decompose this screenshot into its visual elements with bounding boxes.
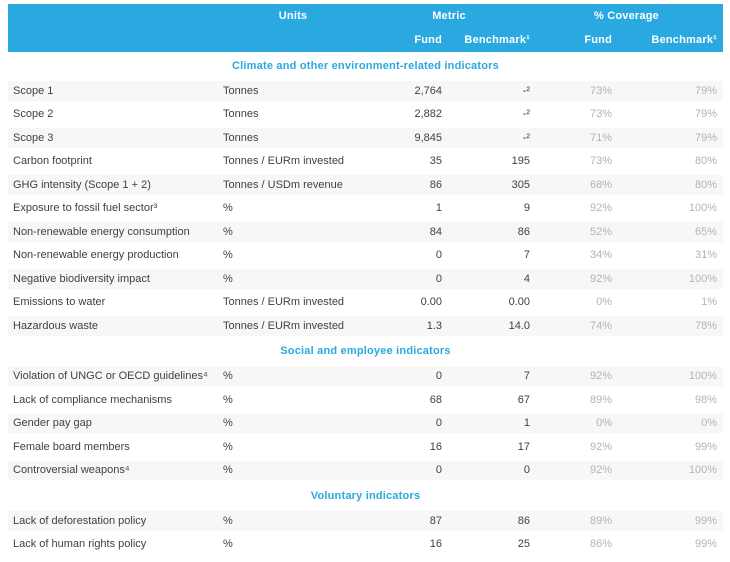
header-metric: Metric <box>432 10 466 22</box>
table-row <box>8 220 723 244</box>
header-group-row <box>8 4 723 28</box>
units-cell: % <box>223 272 233 285</box>
metric-benchmark-cell: 17 <box>517 440 530 453</box>
metric-fund-cell: 0 <box>435 272 442 285</box>
coverage-benchmark-cell: 65% <box>694 225 717 238</box>
units-cell: % <box>223 538 233 551</box>
units-cell: % <box>223 514 233 527</box>
indicator-cell: Scope 2 <box>13 108 54 121</box>
indicator-cell: Non-renewable energy production <box>13 249 179 262</box>
metric-fund-cell: 0.00 <box>420 296 442 309</box>
indicator-cell: Controversial weapons⁴ <box>13 464 130 477</box>
table-row <box>8 412 723 436</box>
table-row <box>8 459 723 483</box>
metric-fund-cell: 68 <box>429 393 442 406</box>
metric-benchmark-cell: -² <box>522 131 530 144</box>
section-rows <box>8 509 723 556</box>
indicator-cell: Violation of UNGC or OECD guidelines⁴ <box>13 370 208 383</box>
table-section <box>8 338 723 483</box>
coverage-benchmark-cell: 79% <box>694 108 717 121</box>
metric-benchmark-cell: 9 <box>523 202 530 215</box>
table-row <box>8 388 723 412</box>
coverage-fund-cell: 0% <box>596 296 612 309</box>
metric-fund-cell: 2,764 <box>414 84 442 97</box>
section-title: Social and employee indicators <box>280 345 451 357</box>
coverage-fund-cell: 89% <box>589 514 612 527</box>
metric-fund-cell: 0 <box>435 249 442 262</box>
metric-benchmark-cell: 1 <box>523 417 530 430</box>
indicator-cell: Exposure to fossil fuel sector³ <box>13 202 158 215</box>
metric-fund-cell: 2,882 <box>414 108 442 121</box>
units-cell: % <box>223 225 233 238</box>
section-title: Voluntary indicators <box>310 489 421 502</box>
units-cell: % <box>223 393 233 406</box>
coverage-fund-cell: 89% <box>589 393 612 406</box>
coverage-fund-cell: 92% <box>589 202 612 215</box>
coverage-benchmark-cell: 99% <box>694 514 717 527</box>
metric-fund-cell: 87 <box>429 514 442 527</box>
units-cell: % <box>223 370 233 383</box>
coverage-benchmark-cell: 100% <box>688 464 717 477</box>
coverage-fund-cell: 73% <box>589 155 612 168</box>
metric-benchmark-cell: 86 <box>517 225 530 238</box>
table-row <box>8 150 723 174</box>
coverage-benchmark-cell: 100% <box>688 202 717 215</box>
metric-fund-cell: 0 <box>435 370 442 383</box>
metric-benchmark-cell: 14.0 <box>508 319 530 332</box>
table-row <box>8 291 723 315</box>
coverage-fund-cell: 71% <box>589 131 612 144</box>
metric-benchmark-cell: 4 <box>523 272 530 285</box>
metric-fund-cell: 0 <box>435 464 442 477</box>
metric-benchmark-cell: 195 <box>511 155 530 168</box>
table-row <box>8 509 723 533</box>
coverage-fund-cell: 73% <box>589 108 612 121</box>
indicator-cell: Scope 3 <box>13 131 54 144</box>
metric-benchmark-cell: 25 <box>517 538 530 551</box>
table-row <box>8 267 723 291</box>
table-row <box>8 365 723 389</box>
header-coverage-benchmark: Benchmark¹ <box>651 34 717 46</box>
metric-fund-cell: 0 <box>435 417 442 430</box>
coverage-fund-cell: 92% <box>589 440 612 453</box>
coverage-fund-cell: 92% <box>589 370 612 383</box>
metric-fund-cell: 16 <box>429 440 442 453</box>
table-row <box>8 103 723 127</box>
section-title: Climate and other environment-related indicators <box>232 59 499 72</box>
coverage-benchmark-cell: 78% <box>694 319 717 332</box>
header-metric-fund: Fund <box>414 34 442 46</box>
metric-benchmark-cell: -² <box>522 108 530 121</box>
coverage-fund-cell: 92% <box>589 464 612 477</box>
coverage-fund-cell: 73% <box>589 84 612 97</box>
units-cell: Tonnes / EURm invested <box>223 319 345 332</box>
indicator-cell: Female board members <box>13 440 130 453</box>
coverage-fund-cell: 74% <box>589 319 612 332</box>
metric-benchmark-cell: 0.00 <box>508 296 530 309</box>
indicator-cell: Non-renewable energy consumption <box>13 225 190 238</box>
units-cell: Tonnes / USDm revenue <box>223 178 343 191</box>
table-row <box>8 173 723 197</box>
units-cell: Tonnes / EURm invested <box>223 155 345 168</box>
coverage-fund-cell: 68% <box>589 178 612 191</box>
coverage-benchmark-cell: 80% <box>694 178 717 191</box>
coverage-benchmark-cell: 100% <box>688 370 717 383</box>
coverage-fund-cell: 0% <box>596 417 612 430</box>
coverage-fund-cell: 86% <box>589 538 612 551</box>
coverage-fund-cell: 92% <box>589 272 612 285</box>
metric-fund-cell: 16 <box>429 538 442 551</box>
metric-fund-cell: 84 <box>429 225 442 238</box>
table-header <box>8 4 723 52</box>
header-units: Units <box>278 10 308 22</box>
coverage-benchmark-cell: 0% <box>701 417 717 430</box>
metric-fund-cell: 86 <box>429 178 442 191</box>
table-body <box>8 52 723 556</box>
table-section <box>8 52 723 338</box>
metric-fund-cell: 9,845 <box>414 131 442 144</box>
metric-benchmark-cell: -² <box>522 84 530 97</box>
units-cell: Tonnes / EURm invested <box>223 296 345 309</box>
table-row <box>8 79 723 103</box>
indicator-cell: Negative biodiversity impact <box>13 272 150 285</box>
section-rows <box>8 79 723 338</box>
table-row <box>8 126 723 150</box>
indicator-cell: GHG intensity (Scope 1 + 2) <box>13 178 151 191</box>
indicator-cell: Lack of deforestation policy <box>13 514 147 527</box>
indicator-cell: Carbon footprint <box>13 155 92 168</box>
esg-indicators-table <box>8 4 723 556</box>
metric-benchmark-cell: 67 <box>517 393 530 406</box>
table-row <box>8 435 723 459</box>
units-cell: % <box>223 440 233 453</box>
indicator-cell: Hazardous waste <box>13 319 98 332</box>
metric-benchmark-cell: 86 <box>517 514 530 527</box>
table-row <box>8 244 723 268</box>
header-subcolumn-row <box>8 28 723 52</box>
units-cell: % <box>223 417 233 430</box>
units-cell: Tonnes <box>223 84 259 97</box>
coverage-benchmark-cell: 98% <box>694 393 717 406</box>
metric-benchmark-cell: 7 <box>523 370 530 383</box>
header-metric-benchmark: Benchmark¹ <box>464 34 530 46</box>
coverage-fund-cell: 52% <box>589 225 612 238</box>
coverage-benchmark-cell: 79% <box>694 84 717 97</box>
metric-benchmark-cell: 7 <box>523 249 530 262</box>
table-row <box>8 314 723 338</box>
coverage-benchmark-cell: 80% <box>694 155 717 168</box>
metric-fund-cell: 35 <box>429 155 442 168</box>
units-cell: % <box>223 249 233 262</box>
indicator-cell: Emissions to water <box>13 296 106 309</box>
metric-benchmark-cell: 305 <box>511 178 530 191</box>
indicator-cell: Lack of human rights policy <box>13 538 147 551</box>
table-row <box>8 197 723 221</box>
coverage-benchmark-cell: 99% <box>694 440 717 453</box>
metric-fund-cell: 1 <box>435 202 442 215</box>
units-cell: % <box>223 202 233 215</box>
coverage-benchmark-cell: 1% <box>701 296 717 309</box>
header-coverage: % Coverage <box>594 10 659 22</box>
units-cell: % <box>223 464 233 477</box>
metric-fund-cell: 1.3 <box>426 319 442 332</box>
units-cell: Tonnes <box>223 108 259 121</box>
coverage-benchmark-cell: 79% <box>694 131 717 144</box>
table-section <box>8 482 723 556</box>
coverage-benchmark-cell: 99% <box>694 538 717 551</box>
coverage-benchmark-cell: 31% <box>694 249 717 262</box>
indicator-cell: Gender pay gap <box>13 417 92 430</box>
table-row <box>8 533 723 557</box>
header-coverage-fund: Fund <box>584 34 612 46</box>
coverage-fund-cell: 34% <box>589 249 612 262</box>
coverage-benchmark-cell: 100% <box>688 272 717 285</box>
metric-benchmark-cell: 0 <box>523 464 530 477</box>
section-rows <box>8 365 723 483</box>
indicator-cell: Lack of compliance mechanisms <box>13 393 172 406</box>
indicator-cell: Scope 1 <box>13 84 54 97</box>
units-cell: Tonnes <box>223 131 259 144</box>
